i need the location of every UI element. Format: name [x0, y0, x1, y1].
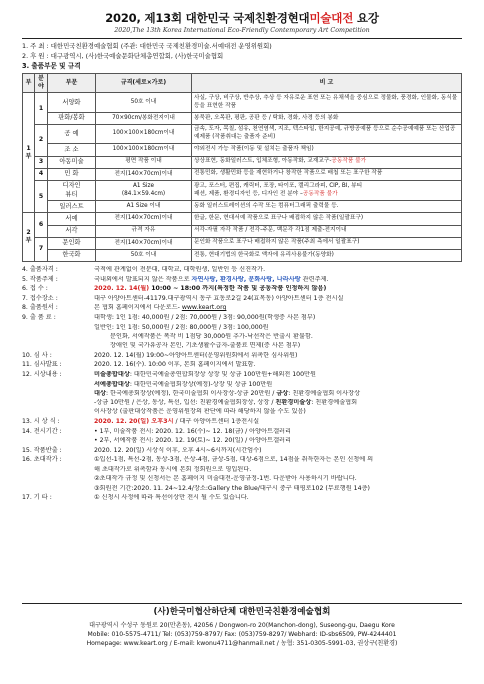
list-item: 16. 초대작가 : ①입선-1점, 특선-2점, 동상-3점, 은상-4점, 금상-5점, 대상-6점으로, 14점을 취득한자는 본인 신청에 의: [22, 456, 374, 464]
list-item: ③회원전 기간:2020. 11. 24~12.4/장소:Gallery the Blue/대구시 중구 태평로102 (무료행원 14층): [94, 484, 370, 492]
list-item: 12. 시상내용 : 미술총합대상: 대한민국예술총연합회장상 상장 및 상금 100만원+해외전 100만원: [22, 371, 317, 378]
divider: [22, 38, 462, 39]
list-item: 5. 작품주제 : 국내외에서 발표되지 않은 작품으로 자연사랑, 환경사랑, 문화사랑, 나라사랑 관련주제.: [22, 275, 329, 283]
table-header: 부 분야 부문 규격(세로×가로) 비 고: [23, 73, 462, 93]
contact-line: Mobile: 010-5575-4711/ Tel: (053)759-8797/ Fax: (053)759-8297/ Webhard: ID-sbs6509, PW-4244401: [87, 631, 397, 639]
list-item: 8. 출품원서 : 본 협회 홈페이지에서 다운로드- www.keart.org: [22, 304, 227, 312]
table-row: 5 디자인 뷰티 A1 Size (84.1×59.4cm) 광고, 포스터, 편집, 캐릭터, 포장, 타이포, 캘리그라피, CIP, BI, 뷰티 패션, 제품, 환경디자인 등, 디자인 전 분야 –공동작품 불가: [23, 180, 462, 200]
host-line: 1. 주 최 : 대한민국친환경예술협회 (주관: 대한민국 국제친환경미술.서예대전 운영위원회): [22, 42, 272, 51]
list-item: 13. 시 상 식 : 2020. 12. 20(일) 오후3시 / 대구 아양아트센터 1층전시실: [22, 418, 260, 426]
section-heading: 3. 출품부문 및 규격: [22, 62, 81, 71]
list-item: 서예총합대상: 대한민국예술협회장상(예정)-상장 및 상금 100만원: [94, 380, 273, 388]
list-item: 6. 접 수 : 2020. 12. 14(월) 10:00 ~ 18:00 까지(특정한 작품 및 공동작품 인정하지 않음): [22, 285, 327, 293]
list-item: -상금 10만원 / 은상, 동상, 특선, 입선: 친환경예술협회장상, 상장 / 친환경미술상: 친환경예술협회: [94, 399, 358, 407]
homepage-line: Homepage: www.keart.org / E-mail: kwonu4711@hanmail.net / 농협: 351-0305-5991-03, 권상구(친환경): [86, 640, 398, 648]
list-item: 대상: 한국예총회장상(예정), 한국미술협회 이사장상-상금 20만원 / 금상: 친환경예술협회 이사장상: [94, 389, 361, 397]
list-item: 일반인: 1인 1점: 50,000원 / 2점: 80,000원 / 3점: 100,000원: [94, 323, 269, 331]
table-row: 7 문인화 전지(140×70cm)이내 문인화 작품으로 표구나 배접하지 않은 작품(주최 측에서 일괄표구): [23, 237, 462, 249]
details-list: [22, 266, 462, 503]
category-table: [22, 73, 462, 262]
list-item: 해 초대작가로 위촉함과 동시에 본회 정회원으로 영입된다.: [94, 466, 252, 474]
divider: [22, 603, 462, 604]
footer: [22, 600, 462, 649]
list-item: 15. 작품반출 : 2020. 12. 20(일) 시상식 이후, 오후 4시~6시까지(시간엄수): [22, 446, 262, 454]
table-row: 조 소 100×100×180cm이내 야외전시 가능 작품(이동 및 설치는 출품자 책임): [23, 144, 462, 156]
table-row: 2 부 6 서예 전지(140×70cm)이내 한글, 한문, 현대서예 작품으로 표구나 배접하지 않은 작품(일괄표구): [23, 213, 462, 225]
page-title: 2020, 제13회 대한민국 국제친환경현대미술대전 요강: [105, 11, 379, 25]
table-row: 4 민 화 전지(140×70cm)이내 전통민화, 생활민화 등을 재현하거나 창작한 작품으로 배첩 또는 표구한 작품: [23, 168, 462, 180]
list-item: 11. 심사발표 : 2020. 12. 16(수). 10:00 이후, 본회 홈페이지에서 발표함.: [22, 361, 256, 369]
table-row: 판화/봉화 70×90cm/봉화전지이내 봉묵판, 오목판, 평판, 공판 등 / 탁화, 경화, 사경 등의 봉화: [23, 112, 462, 124]
table-row: 2 공 예 100×100×180cm이내 금속, 도자, 목칠, 섬유, 천연염색, 지조, 텍스타일, 한지공예, 규방공예품 등으로 순수공예예품 또는 산업공예제품 (작품취대는 출품자 준비): [23, 124, 462, 143]
list-item: 7. 접수장소 : 대구 아양아트센터-41179.대구광역시 동구 효동로2길 24(효목동) 아양아트센터 1층 전시실: [22, 294, 344, 302]
table-row: 한국화 50호 이내 전통, 현대기법의 한국화로 액자에 유리사용불가(동양화): [23, 249, 462, 261]
sponsor-line: 2. 후 원 : 대구광역시, (사)한국예술문화단체총연합회, (사)한국미술협회: [22, 51, 224, 60]
table-row: 3 아동미술 평면 작품 이내 상상표현, 동화일러스트, 입체조형, 아동작화, 교재교구-공동작품 불가: [23, 156, 462, 168]
page-subtitle: 2020,The 13th Korea International Eco-Friendly Contemporary Art Competition: [114, 26, 370, 34]
homepage-link[interactable]: www.keart.org: [181, 304, 227, 312]
list-item: ②초대작가 규정 및 신청서는 본 홈페이지 미술대전-운영규정-1번. 다운받아 사용하시기 바랍니다.: [94, 475, 357, 483]
table-row: 일러스트 A1 Size 이내 동화 일러스트레이션의 수작 또는 컴퓨터그래픽 출력물 등.: [23, 201, 462, 213]
list-item: 이사장상 (출판대상작품은 운영위원장의 판단에 따라 해당하지 않을 수도 있음): [94, 408, 306, 416]
list-item: 14. 전시기간 : • 1부, 미술작품 전시: 2020. 12. 16(수)~ 12. 18(금) / 아양아트갤러리: [22, 427, 292, 435]
table-row: 서각 규격 자유 서각-자필 자각 작품 / 전각-주문, 백문각 각1점 제출-전지이내: [23, 225, 462, 237]
list-item: • 2부, 서예작품 전시: 2020. 12. 19(토)~ 12. 20(일) / 아양아트갤러리: [94, 437, 292, 445]
list-item: 4. 출품자격 : 국적에 관계없이 전문대, 대학교, 대학원생, 일반인 등 신진작가.: [22, 266, 266, 274]
list-item: 9. 출 품 료 : 대학생: 1인 1점: 40,000원 / 2점: 70,000원 / 3점: 90,000원(학생증 사본 첨부): [22, 314, 316, 322]
organization-name: (사)한국미협산하단체 대한민국친환경예술협회: [153, 607, 331, 617]
list-item: 문인화, 서예작품은 폭작 비 1점당 30,000원 추가-낙선작은 반출시 환불함.: [110, 332, 313, 340]
list-item: 17. 기 타 : ① 신청시 사정에 따라 특선이상만 전시 될 수도 있습니다.: [22, 494, 249, 502]
list-item: 10. 심 사 : 2020. 12. 14(월) 19:00~아양아트센터(운영위원회에서 위촉한 심사위원): [22, 351, 298, 359]
table-row: 1 부 1 서양화 50호 이내 사실, 구상, 비구상, 반추상, 추상 등 자유로운 표현 또는 유채색을 중심으로 정물화, 풍경화, 인물화, 동식물 등을 표현한 작품: [23, 93, 462, 112]
list-item: 장애인 및 국가유공자 본인, 기초생활수급자-출품료 면제(증 사본 첨부): [110, 342, 301, 350]
address-line: 대구광역시 수성구 동원로 20(만촌동), 42056 / Dongwon-ro 20(Manchon-dong), Suseong-gu, Daegu Kore: [89, 622, 395, 630]
